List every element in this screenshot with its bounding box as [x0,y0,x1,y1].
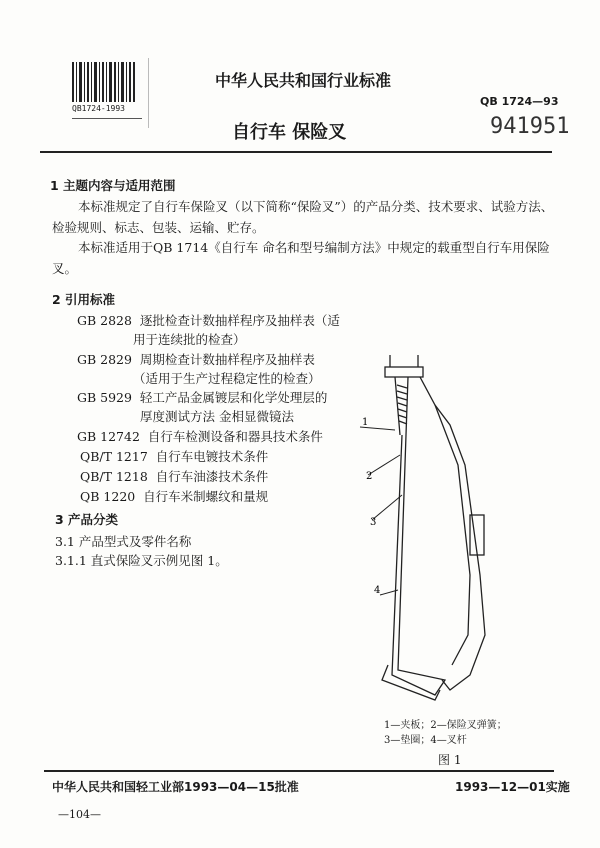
ref-title-cont: 用于连续批的检查） [133,332,246,347]
section-2-heading: 2 引用标准 [52,292,116,307]
approval-text: 中华人民共和国轻工业部1993—04—15批准 [52,780,299,794]
ref-title: 自行车油漆技术条件 [155,469,269,484]
figure-label: 1 [362,417,369,428]
figure-label: 4 [374,585,381,596]
section-3-1-1: 3.1.1 直式保险叉示例见图 1。 [55,553,228,568]
figure-caption: 3—垫圈；4—叉杆 [384,735,467,746]
figure-1-fork-drawing [340,345,500,715]
barcode-bars-icon [72,62,136,104]
figure-caption: 1—夹板；2—保险叉弹簧； [384,720,507,731]
section-1-heading: 1 主题内容与适用范围 [50,178,176,193]
org-title: 中华人民共和国行业标准 [215,71,392,90]
section-1-text: 叉。 [52,261,78,276]
section-1-text: 本标准适用于QB 1714《自行车 命名和型号编制方法》中规定的载重型自行车用保险 [78,240,550,255]
header-rule [40,151,552,153]
barcode [64,58,149,128]
catalog-number: 941951 [490,114,570,139]
barcode-text: QB1724-1993 [72,104,125,113]
ref-title: 自行车检测设备和器具技术条件 [147,429,323,444]
footer-rule [44,770,554,772]
section-1-text: 检验规则、标志、包装、运输、贮存。 [52,220,265,235]
ref-code: GB 2828 [77,313,132,328]
document-title: 自行车 保险叉 [232,122,347,143]
ref-code: QB/T 1218 [80,469,148,484]
standard-code: QB 1724—93 [480,95,559,108]
section-1-text: 本标准规定了自行车保险叉（以下简称“保险叉”）的产品分类、技术要求、试验方法、 [78,199,554,214]
ref-code: QB/T 1217 [80,449,148,464]
ref-code: GB 12742 [77,429,140,444]
ref-title: 自行车电镀技术条件 [155,449,269,464]
figure-label: 3 [370,517,377,528]
ref-title: 自行车米制螺纹和量规 [143,489,269,504]
ref-title-cont: （适用于生产过程稳定性的检查） [133,371,321,386]
figure-label: 2 [366,471,373,482]
ref-code: QB 1220 [80,489,136,504]
ref-code: GB 5929 [77,390,132,405]
ref-code: GB 2829 [77,352,132,367]
section-3-1: 3.1 产品型式及零件名称 [55,534,192,549]
ref-title-cont: 厚度测试方法 金相显微镜法 [140,409,294,424]
figure-title: 图 1 [438,753,462,767]
effective-date: 1993—12—01实施 [455,780,570,794]
ref-title: 逐批检查计数抽样程序及抽样表（适 [139,313,340,328]
ref-title: 轻工产品金属镀层和化学处理层的 [139,390,328,405]
section-3-heading: 3 产品分类 [55,512,119,527]
page-number: —104— [58,808,101,821]
ref-title: 周期检查计数抽样程序及抽样表 [139,352,315,367]
